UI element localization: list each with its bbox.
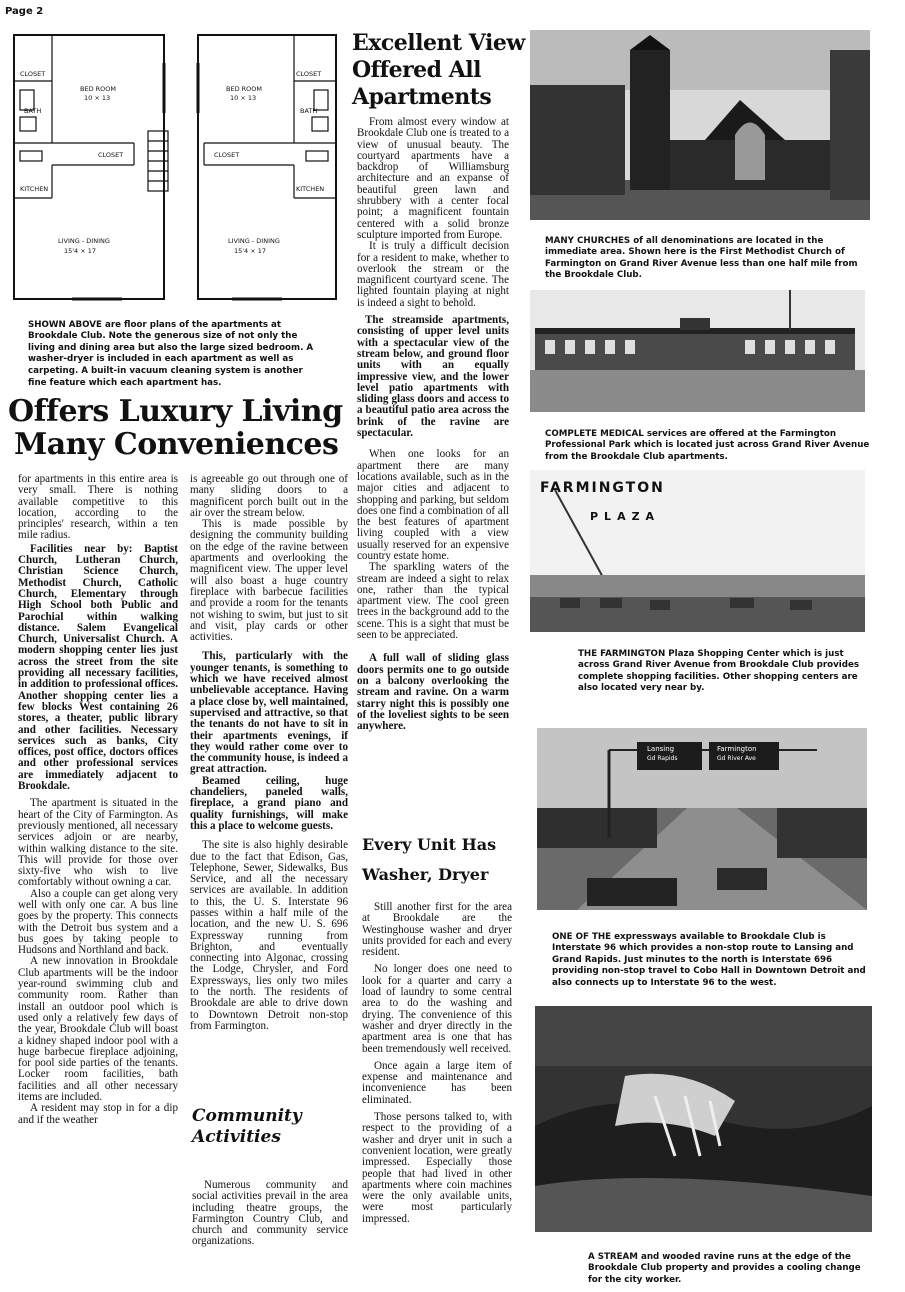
medical-caption-lead: COMPLETE MEDICAL bbox=[545, 428, 644, 439]
left-living-label: LIVING - DINING bbox=[58, 237, 110, 245]
medical-caption-text: services are offered at the Farmington Professional Park which is located just across Grand River Avenue from the Brookdale Club apartments. bbox=[545, 428, 870, 462]
paragraph: is agreeable go out through one of many sliding doors to a magnificent porch built out in the air over the stream below. bbox=[190, 473, 348, 519]
plaza-caption-text: Plaza Shopping Center which is just across Grand River Avenue from Brookdale Club provides complete shopping facilities. Other shopping centers are also located very near by. bbox=[578, 648, 860, 694]
expressway-sign-right-line1: Farmington bbox=[717, 745, 757, 753]
left-living-size: 15'4 × 17 bbox=[64, 247, 97, 255]
expressway-caption-lead: ONE OF THE bbox=[552, 931, 612, 942]
paragraph: This, particularly with the younger tenants, is something to which we have received almost unbelievable acceptance. Having a place close by, well maintained, supervised and attractive, so that the tenants do not have to sit in their apartments evenings, if they would rather come over to the community house, is indeed a great attraction. bbox=[190, 650, 348, 776]
floor-plan-caption bbox=[28, 308, 320, 389]
paragraph: Also a couple can get along very well with only one car. A bus line goes by the property. This connects with the Detroit bus system and a bus goes by taking people to Hudsons and Northland and back. bbox=[18, 887, 178, 957]
right-bedroom-size: 10 × 13 bbox=[230, 94, 257, 102]
expressway-sign-right-line2: Gd River Ave bbox=[717, 755, 756, 762]
paragraph: Beamed ceiling, huge chandeliers, paneled walls, fireplace, a grand piano and quality furnishings, will make this a place to welcome guests. bbox=[190, 774, 348, 832]
paragraph: Facilities near by: Baptist Church, Lutheran Church, Christian Science Church, Methodist Church, Catholic Church, Elementary through High School both Public and Parochial within walking distance. Salem Evangelical Church, Universalist Church. A modern shopping center lies just across the street from the site providing all necessary facilities, in addition to professional offices. Another shopping center lies a few blocks West containing 26 stores, a theater, public library and other facilities. Necessary services such as banks, City offices, post office, doctors offices and other professional services are immediately adjacent to Brookdale. bbox=[18, 542, 178, 793]
right-kitchen-label: KITCHEN bbox=[296, 185, 325, 193]
church-caption-text: of all denominations are located in the immediate area. Shown here is the First Methodist Church of Farmington on Grand River Avenue less than one half mile from the Brookdale Club. bbox=[545, 235, 858, 281]
view-headline bbox=[352, 30, 532, 111]
medical-building-photo bbox=[530, 290, 865, 412]
left-closet-mid-label: CLOSET bbox=[98, 151, 124, 159]
view-headline-line2: Offered All bbox=[352, 57, 482, 83]
right-bedroom-label: BED ROOM bbox=[226, 85, 262, 93]
paragraph: From almost every window at Brookdale Club one is treated to a view of unusual beauty. The courtyard apartments have a backdrop of Williamsburg architecture and an expanse of beautiful green lawn and shrubbery with a center focal point; a magnificent fountain centered with a solid bronze sculpture imported from Europe. bbox=[357, 116, 509, 241]
church-caption-lead: MANY CHURCHES bbox=[545, 235, 631, 246]
view-headline-line1: Excellent View bbox=[352, 30, 525, 56]
view-column bbox=[357, 117, 509, 732]
stream-caption-lead: A STREAM bbox=[588, 1251, 638, 1262]
paragraph: The apartment is situated in the heart of the City of Farmington. As previously mentioned, all necessary services adjoin or are nearby, within walking distance to the site. This will provide for those over sixty-five who wish to live comfortably without owning a car. bbox=[18, 797, 178, 889]
stream-caption bbox=[588, 1240, 873, 1286]
community-text: Numerous community and social activities prevail in the area including theatre groups, the Farmington Country Club, and church and community service organizations. bbox=[192, 1179, 348, 1248]
floor-caption-text: are floor plans of the apartments at Brookdale Club. Note the generous size of not only the living and dining area but also the large sized bedroom. A washer-dryer is included in each apartment as well as carpeting. A built-in vacuum cleaning system is another fine feature which each apartment has. bbox=[28, 319, 314, 388]
luxury-headline-line2: Many Conveniences bbox=[14, 427, 339, 462]
paragraph: The site is also highly desirable due to the fact that Edison, Gas, Telephone, Sewer, Sidewalks, Bus Service, and all the necessary services are available. In addition to this, the U. S. Interstate 96 passes within a half mile of the location, and the new U. S. 696 Expressway running from Brighton, and eventually connecting into Algonac, crossing the Lodge, Chrysler, and Ford Expressways, lies only two miles to the north. The residents of Brookdale are able to drive down to Downtown Detroit non-stop from Farmington. bbox=[190, 839, 348, 1032]
floor-plan-diagram bbox=[12, 33, 340, 303]
right-living-label: LIVING - DINING bbox=[228, 237, 280, 245]
paragraph: for apartments in this entire area is very small. There is nothing available competitive to this location, according to the principles' research, within a ten mile radius. bbox=[18, 473, 178, 542]
page-number: Page 2 bbox=[5, 6, 44, 17]
washer-headline bbox=[362, 830, 512, 890]
washer-headline-line2: Washer, Dryer bbox=[362, 865, 489, 884]
left-bedroom-label: BED ROOM bbox=[80, 85, 116, 93]
washer-column bbox=[362, 902, 512, 1225]
medical-caption bbox=[545, 417, 870, 463]
left-kitchen-label: KITCHEN bbox=[20, 185, 49, 193]
right-bath-label: BATH bbox=[300, 107, 318, 115]
paragraph: The sparkling waters of the stream are indeed a sight to relax one, rather than the typical apartment view. The cool green trees in the background add to the scene. This is a sight that must be seen to be appreciated. bbox=[357, 561, 509, 642]
right-closet-top-label: CLOSET bbox=[296, 70, 322, 78]
stream-photo bbox=[535, 1006, 872, 1232]
paragraph: No longer does one need to look for a quarter and carry a load of laundry to some central area to do the washing and drying. The convenience of this washer and dryer directly in the apartment area is one that has been tremendously well received. bbox=[362, 963, 512, 1055]
left-bedroom-size: 10 × 13 bbox=[84, 94, 111, 102]
stream-caption-text: and wooded ravine runs at the edge of the Brookdale Club property and provides a cooling change for the city worker. bbox=[588, 1251, 861, 1285]
paragraph: Once again a large item of expense and maintenance and inconvenience has been eliminated. bbox=[362, 1059, 512, 1106]
left-closet-top-label: CLOSET bbox=[20, 70, 46, 78]
paragraph: It is truly a difficult decision for a resident to make, whether to overlook the stream or the magnificent courtyard scene. The lighted fountain playing at night is indeed a sight to behold. bbox=[357, 240, 509, 309]
paragraph: When one looks for an apartment there are many locations available, such as in the major cities and adjacent to shopping and parking, but seldom does one find a combination of all the best features of apartment living coupled with a view usually reserved for an expensive country estate home. bbox=[357, 448, 509, 562]
paragraph: Those persons talked to, with respect to the providing of a washer and dryer unit in such a convenient location, were greatly impressed. Especially those people that had lived in other apartments where coin machines were the only available units, were most particularly impressed. bbox=[362, 1111, 512, 1225]
paragraph: A full wall of sliding glass doors permits one to go outside on a balcony overlooking the stream and ravine. On a warm starry night this is possibly one of the loveliest sights to be seen anywhere. bbox=[357, 652, 509, 733]
paragraph: Still another first for the area at Brookdale are the Westinghouse washer and dryer units provided for each and every resident. bbox=[362, 901, 512, 959]
shopping-plaza-photo bbox=[530, 470, 865, 632]
plaza-caption-lead: THE FARMINGTON bbox=[578, 648, 666, 659]
luxury-headline-line1: Offers Luxury Living bbox=[8, 394, 343, 429]
luxury-column-2 bbox=[190, 474, 348, 1032]
paragraph: This is made possible by designing the community building on the edge of the ravine between apartments and overlooking the magnificent view. The upper level will also boast a huge country fireplace with barbecue facilities and provide a room for the tenants not wishing to swim, but just to sit and visit, play cards or other activities. bbox=[190, 518, 348, 644]
church-caption bbox=[545, 224, 870, 282]
washer-headline-line1: Every Unit Has bbox=[362, 835, 497, 854]
left-bath-label: BATH bbox=[24, 107, 42, 115]
expressway-caption-text: expressways available to Brookdale Club is Interstate 96 which provides a non-stop route to Lansing and Grand Rapids. Just minutes to the north is Interstate 696 providing non-stop travel to Cobo Hall in Downtown Detroit and also connects up to Interstate 96 to the west. bbox=[552, 931, 866, 988]
right-living-size: 15'4 × 17 bbox=[234, 247, 267, 255]
view-headline-line3: Apartments bbox=[352, 84, 492, 110]
expressway-sign-left-line2: Gd Rapids bbox=[647, 755, 678, 762]
plaza-sign-line1: FARMINGTON bbox=[540, 480, 665, 496]
plaza-sign-line2: PLAZA bbox=[590, 510, 661, 523]
floor-caption-lead: SHOWN ABOVE bbox=[28, 319, 102, 330]
expressway-photo bbox=[537, 728, 867, 910]
paragraph: A resident may stop in for a dip and if the weather bbox=[18, 1102, 178, 1126]
paragraph: The streamside apartments, consisting of upper level units with a spectacular view of the stream below, and ground floor units with an equally impressive view, and the lower level patio apartments with sliding glass doors and access to a beautiful patio area across the brink of the ravine are spectacular. bbox=[357, 314, 509, 440]
luxury-column-1 bbox=[18, 474, 178, 1126]
luxury-headline bbox=[8, 395, 348, 461]
community-headline-line2: Activities bbox=[192, 1127, 281, 1148]
paragraph: A new innovation in Brookdale Club apartments will be the indoor year-round swimming club and community room. Rather than install an outdoor pool which is used only a relatively few days of the year, Brookdale Club will boast a kidney shaped indoor pool with a huge barbecue fireplace adjoining, for pool side parties of the tenants. Locker room facilities, bath facilities and all other necessary items are included. bbox=[18, 955, 178, 1104]
community-headline bbox=[192, 1106, 350, 1149]
community-headline-line1: Community bbox=[192, 1106, 302, 1126]
right-closet-mid-label: CLOSET bbox=[214, 151, 240, 159]
expressway-caption bbox=[552, 920, 867, 990]
expressway-sign-left-line1: Lansing bbox=[647, 745, 675, 753]
plaza-caption bbox=[578, 637, 868, 695]
church-photo bbox=[530, 30, 870, 220]
